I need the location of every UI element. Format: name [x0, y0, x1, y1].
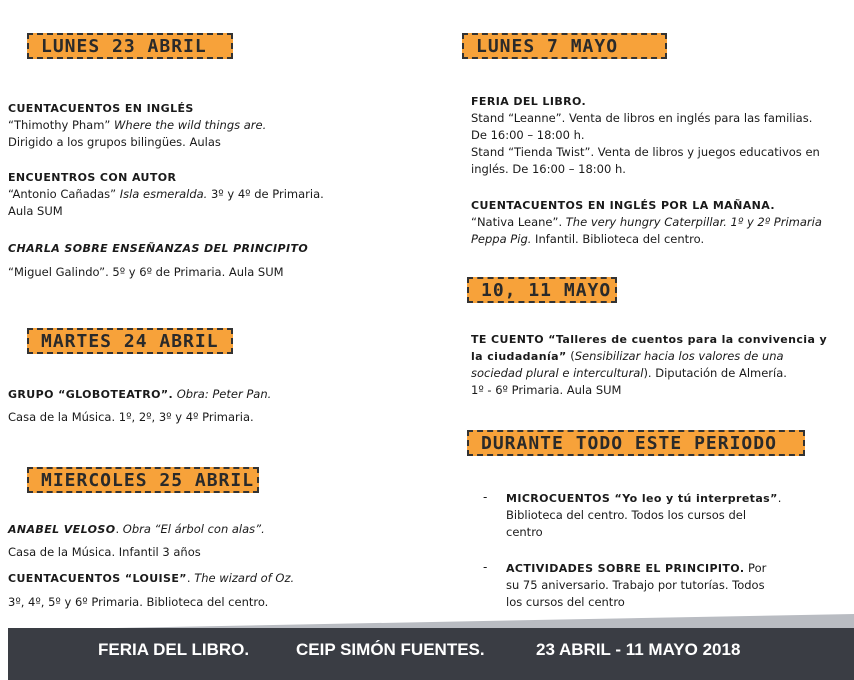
event-title: FERIA DEL LIBRO.: [471, 95, 587, 108]
banner-label: DURANTE TODO ESTE PERIODO: [481, 432, 777, 454]
event-title: CUENTACUENTOS EN INGLÉS: [8, 102, 194, 115]
event-detail: 3º y 4º de Primaria.: [207, 187, 324, 201]
banner-martes-24-abril: [27, 328, 233, 354]
event-work: Peppa Pig.: [471, 232, 532, 246]
bullet-dash: -: [483, 560, 488, 574]
banner-label: LUNES 7 MAYO: [476, 35, 619, 57]
event-detail: Infantil. Biblioteca del centro.: [531, 232, 705, 246]
event-detail: 3º, 4º, 5º y 6º Primaria. Biblioteca del centro.: [8, 595, 269, 609]
event-title: ENCUENTROS CON AUTOR: [8, 171, 177, 184]
event-detail: su 75 aniversario. Trabajo por tutorías. Todos: [506, 578, 765, 592]
banner-10-11-mayo: [467, 277, 617, 303]
event-te-cuento: [471, 331, 827, 399]
event-detail: Casa de la Música. 1º, 2º, 3º y 4º Primaria.: [8, 410, 254, 424]
event-description: sociedad plural e intercultural: [471, 366, 644, 380]
banner-lunes-7-mayo: [462, 33, 667, 59]
event-detail: ). Diputación de Almería.: [643, 366, 787, 380]
banner-miercoles-25-abril: [27, 467, 259, 493]
event-microcuentos: [506, 490, 781, 541]
event-actividades-principito: [506, 560, 766, 611]
event-cuentacuentos-louise: [8, 570, 294, 611]
event-detail: De 16:00 – 18:00 h.: [471, 128, 585, 142]
event-title: GRUPO “GLOBOTEATRO”.: [8, 388, 174, 401]
footer-dates: 23 ABRIL - 11 MAYO 2018: [536, 640, 741, 659]
event-detail: centro: [506, 525, 543, 539]
bullet-dash: -: [483, 490, 488, 504]
event-detail: Biblioteca del centro. Todos los cursos del: [506, 508, 747, 522]
event-title: MICROCUENTOS “Yo leo y tú interpretas”: [506, 492, 778, 505]
event-separator: .: [186, 571, 195, 585]
event-work: The wizard of Oz.: [194, 571, 295, 585]
event-subtitle: “Talleres de cuentos para la convivencia y: [544, 333, 828, 346]
event-globoteatro: [8, 386, 271, 426]
event-subtitle: la ciudadanía”: [471, 350, 567, 363]
event-title: ANABEL VELOSO: [8, 523, 116, 536]
event-cuentacuentos-manana: [471, 197, 822, 248]
event-detail: 1º - 6º Primaria. Aula SUM: [471, 383, 622, 397]
banner-label: MIERCOLES 25 ABRIL: [41, 469, 255, 491]
event-work: Where the wild things are.: [110, 118, 267, 132]
event-author: “Nativa Leane”.: [471, 215, 566, 229]
event-separator: .: [777, 491, 782, 505]
event-detail: Casa de la Música. Infantil 3 años: [8, 545, 201, 559]
event-detail: “Miguel Galindo”. 5º y 6º de Primaria. Aula SUM: [8, 265, 284, 279]
event-detail: Por: [744, 561, 767, 575]
event-author: “Antonio Cañadas”: [8, 187, 120, 201]
event-description: Sensibilizar hacia los valores de una: [574, 349, 784, 363]
event-title: ACTIVIDADES SOBRE EL PRINCIPITO.: [506, 562, 745, 575]
event-detail: Aula SUM: [8, 204, 63, 218]
footer-school: CEIP SIMÓN FUENTES.: [296, 640, 485, 659]
event-work: Obra: Peter Pan.: [173, 387, 272, 401]
event-separator: .: [115, 522, 123, 536]
event-work: Isla esmeralda.: [119, 187, 208, 201]
event-title: CUENTACUENTOS EN INGLÉS POR LA MAÑANA.: [471, 199, 775, 212]
event-detail: Stand “Leanne”. Venta de libros en inglés para las familias.: [471, 111, 813, 125]
event-title: CUENTACUENTOS “LOUISE”: [8, 572, 187, 585]
event-title: TE CUENTO: [471, 333, 545, 346]
banner-lunes-23-abril: [27, 33, 233, 59]
event-encuentros-autor: [8, 169, 324, 220]
banner-label: 10, 11 MAYO: [481, 279, 612, 301]
footer-title: FERIA DEL LIBRO.: [98, 640, 250, 659]
banner-durante-periodo: [467, 430, 805, 456]
banner-label: LUNES 23 ABRIL: [41, 35, 207, 57]
event-work: Obra “El árbol con alas”.: [122, 522, 265, 536]
event-work: The very hungry Caterpillar. 1º y 2º Primaria: [565, 215, 822, 229]
banner-label: MARTES 24 ABRIL: [41, 330, 219, 352]
event-cuentacuentos-ingles: [8, 100, 266, 151]
event-charla-principito: [8, 240, 308, 281]
event-anabel-veloso: [8, 521, 265, 561]
event-feria-libro: [471, 93, 820, 178]
event-author: “Thimothy Pham”: [8, 118, 111, 132]
event-detail: Dirigido a los grupos bilingües. Aulas: [8, 135, 221, 149]
event-paren: (: [566, 349, 575, 363]
event-title: CHARLA SOBRE ENSEÑANZAS DEL PRINCIPITO: [8, 242, 309, 255]
event-detail: los cursos del centro: [506, 595, 625, 609]
event-detail: inglés. De 16:00 – 18:00 h.: [471, 162, 626, 176]
event-detail: Stand “Tienda Twist”. Venta de libros y juegos educativos en: [471, 145, 820, 159]
